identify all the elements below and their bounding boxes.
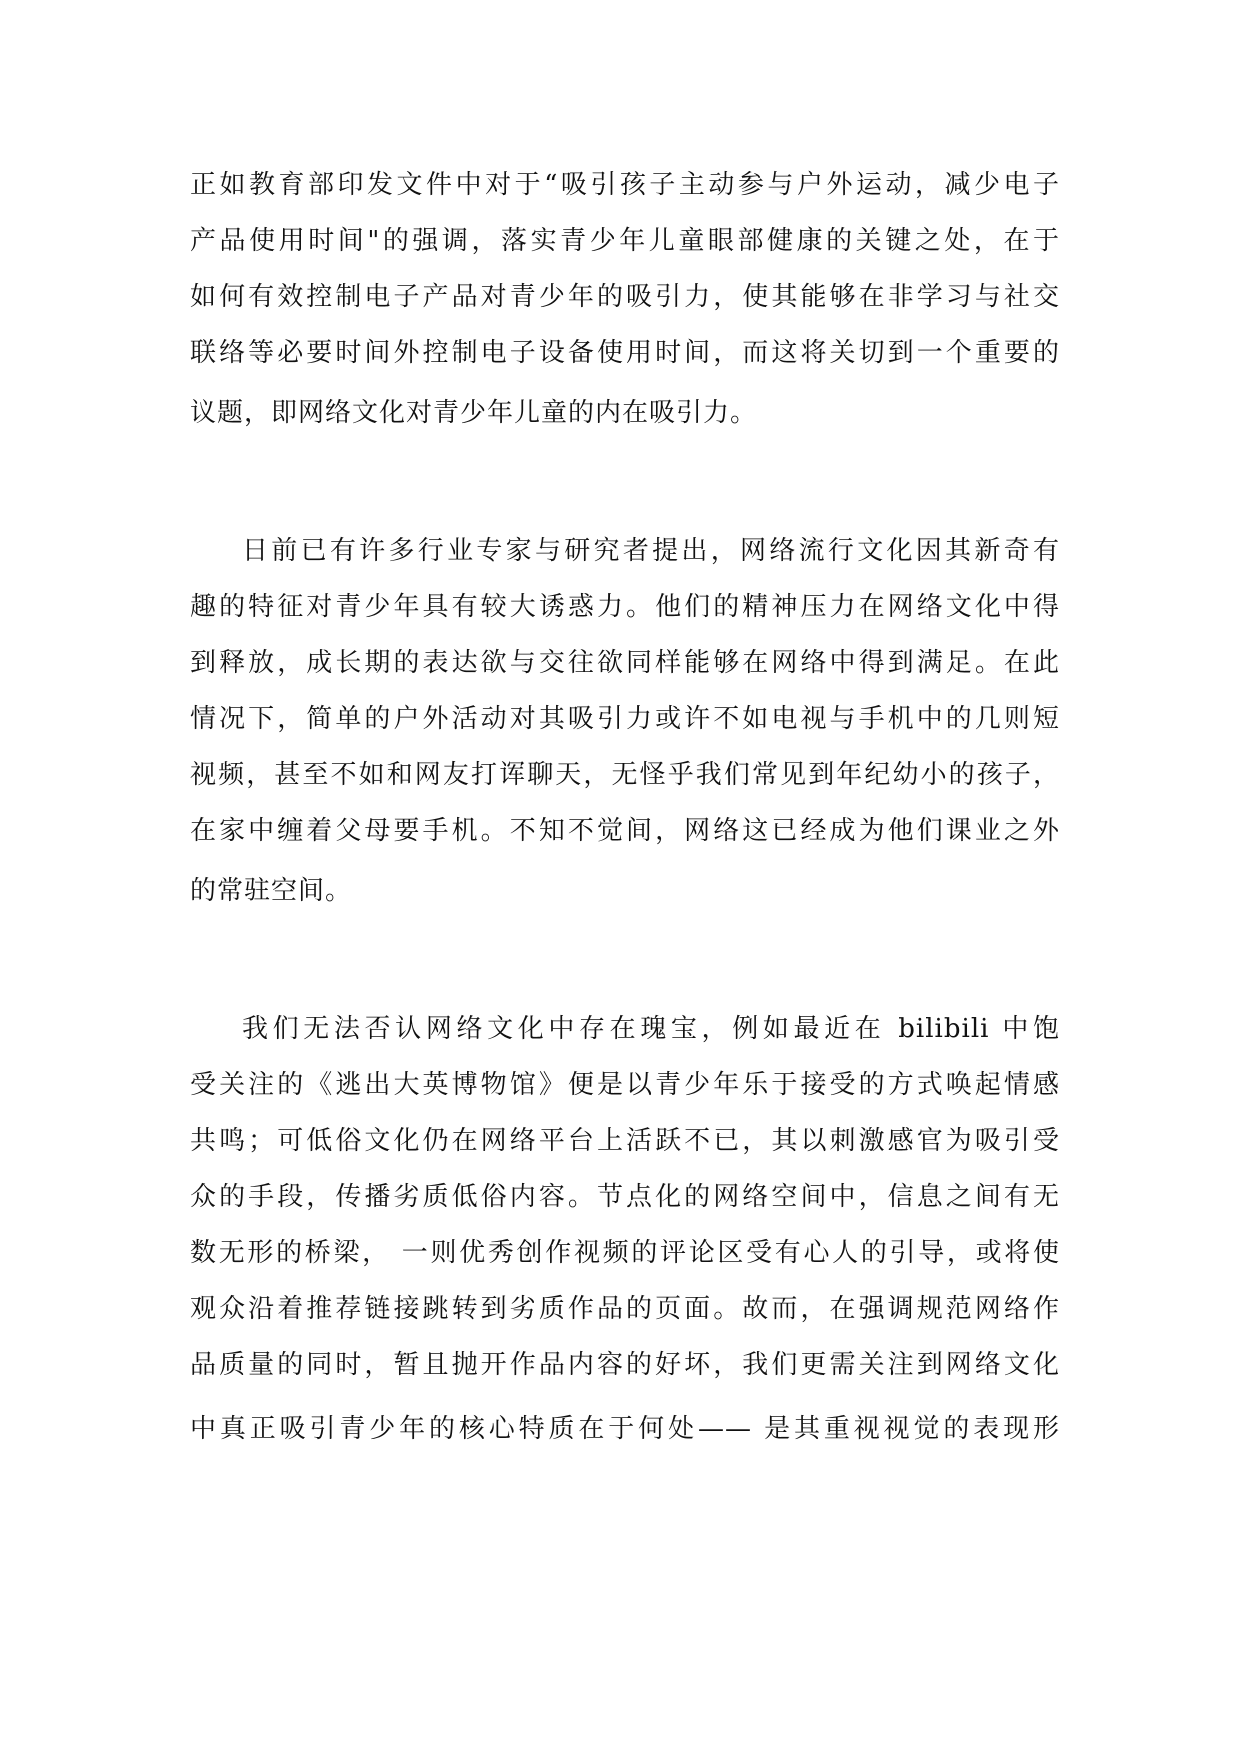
paragraph-3-line-6: 观众沿着推荐链接跳转到劣质作品的页面。故而，在强调规范网络作 — [190, 1294, 1060, 1324]
paragraph-2-line-6: 在家中缠着父母要手机。不知不觉间，网络这已经成为他们课业之外 — [190, 816, 1060, 846]
paragraph-3-line-7: 品质量的同时，暂且抛开作品内容的好坏，我们更需关注到网络文化 — [190, 1350, 1060, 1380]
paragraph-1-line-3: 如何有效控制电子产品对青少年的吸引力，使其能够在非学习与社交 — [190, 282, 1060, 312]
paragraph-1-line-2: 产品使用时间"的强调，落实青少年儿童眼部健康的关键之处，在于 — [190, 226, 1060, 256]
paragraph-3-line-1: 我们无法否认网络文化中存在瑰宝，例如最近在 bilibili 中饱 — [242, 1014, 1060, 1044]
paragraph-3-line-8: 中真正吸引青少年的核心特质在于何处—— 是其重视视觉的表现形 — [190, 1414, 1060, 1444]
paragraph-2-line-3: 到释放，成长期的表达欲与交往欲同样能够在网络中得到满足。在此 — [190, 648, 1060, 678]
paragraph-2-line-7: 的常驻空间。 — [190, 876, 353, 906]
paragraph-2-line-4: 情况下，简单的户外活动对其吸引力或许不如电视与手机中的几则短 — [190, 704, 1060, 734]
paragraph-1-line-4: 联络等必要时间外控制电子设备使用时间，而这将关切到一个重要的 — [190, 338, 1060, 368]
paragraph-2-line-1: 日前已有许多行业专家与研究者提出，网络流行文化因其新奇有 — [242, 536, 1060, 566]
paragraph-2-line-5: 视频，甚至不如和网友打诨聊天，无怪乎我们常见到年纪幼小的孩子， — [190, 760, 1060, 790]
paragraph-2-line-2: 趣的特征对青少年具有较大诱惑力。他们的精神压力在网络文化中得 — [190, 592, 1060, 622]
paragraph-1-line-5: 议题，即网络文化对青少年儿童的内在吸引力。 — [190, 398, 758, 428]
paragraph-1-line-1: 正如教育部印发文件中对于“吸引孩子主动参与户外运动，减少电子 — [190, 170, 1060, 200]
paragraph-3-line-5: 数无形的桥梁， 一则优秀创作视频的评论区受有心人的引导，或将使 — [190, 1238, 1060, 1268]
paragraph-3-line-3: 共鸣；可低俗文化仍在网络平台上活跃不已，其以刺激感官为吸引受 — [190, 1126, 1060, 1156]
paragraph-3-line-4: 众的手段，传播劣质低俗内容。节点化的网络空间中，信息之间有无 — [190, 1182, 1060, 1212]
paragraph-3-line-2: 受关注的《逃出大英博物馆》便是以青少年乐于接受的方式唤起情感 — [190, 1070, 1060, 1100]
